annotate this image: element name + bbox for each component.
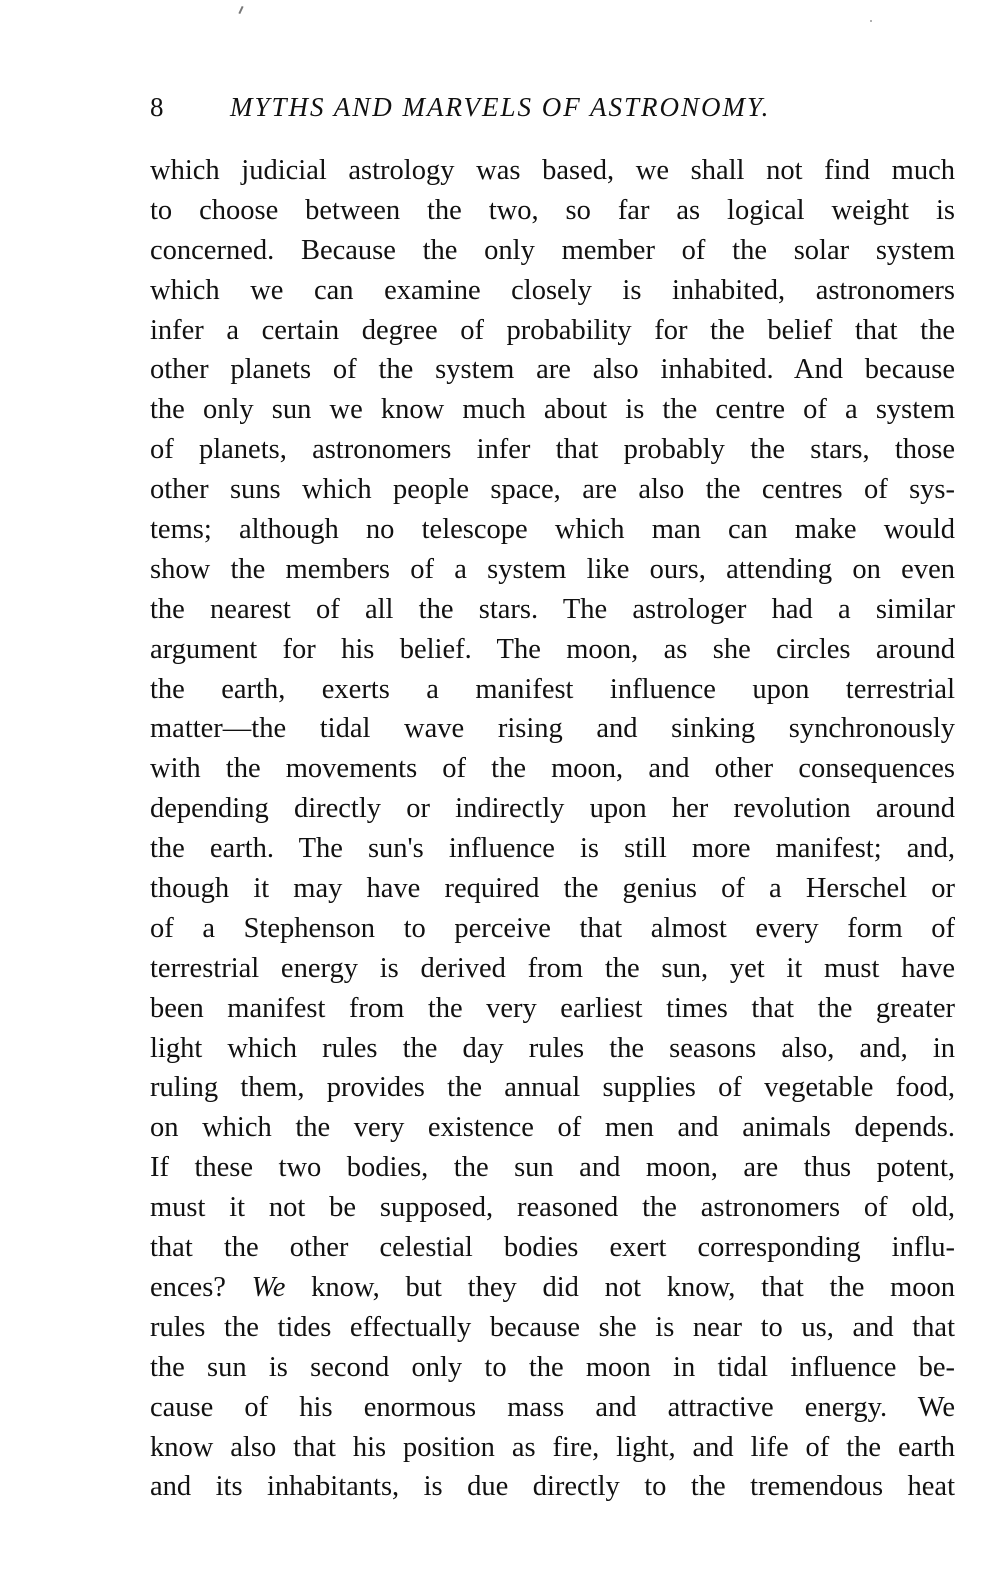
- text-line: know also that his position as fire, light, and life of the earth: [150, 1431, 955, 1463]
- text-line: ruling them, provides the annual supplies of vegetable food,: [150, 1072, 955, 1104]
- text-line: other suns which people space, are also the centres of sys-: [150, 474, 955, 506]
- ink-speck: [238, 6, 243, 14]
- text-line: matter—the tidal wave rising and sinking synchronously: [150, 713, 955, 745]
- text-line: infer a certain degree of probability for the belief that the: [150, 314, 955, 346]
- text-line: with the movements of the moon, and other consequences: [150, 753, 955, 785]
- text-line: argument for his belief. The moon, as she circles around: [150, 633, 955, 665]
- text-line: the earth, exerts a manifest influence upon terrestrial: [150, 673, 955, 705]
- text-line: other planets of the system are also inhabited. And because: [150, 354, 955, 386]
- text-line: which we can examine closely is inhabited, astronomers: [150, 274, 955, 306]
- text-line: on which the very existence of men and animals depends.: [150, 1112, 955, 1144]
- text-line: the only sun we know much about is the centre of a system: [150, 394, 955, 426]
- text-line: must it not be supposed, reasoned the astronomers of old,: [150, 1192, 955, 1224]
- text-line-with-italic: [150, 1268, 955, 1308]
- text-line: show the members of a system like ours, attending on even: [150, 553, 955, 585]
- text-line: terrestrial energy is derived from the sun, yet it must have: [150, 952, 955, 984]
- text-segment: ences?: [150, 1271, 252, 1303]
- text-line: rules the tides effectually because she is near to us, and that: [150, 1311, 955, 1343]
- text-line: concerned. Because the only member of the solar system: [150, 234, 955, 266]
- text-line: the earth. The sun's influence is still more manifest; and,: [150, 833, 955, 865]
- text-line: which judicial astrology was based, we shall not find much: [150, 155, 955, 186]
- text-line: of planets, astronomers infer that probably the stars, those: [150, 434, 955, 466]
- text-line: to choose between the two, so far as logical weight is: [150, 194, 955, 226]
- text-segment: know, but they did not know, that the moon: [285, 1271, 955, 1303]
- text-line: been manifest from the very earliest times that the greater: [150, 992, 955, 1024]
- text-line: cause of his enormous mass and attractive energy. We: [150, 1391, 955, 1423]
- text-line: tems; although no telescope which man can make would: [150, 514, 955, 546]
- page-number: 8: [150, 92, 165, 122]
- italic-word: We: [251, 1271, 286, 1303]
- text-line: and its inhabitants, is due directly to the tremendous heat: [150, 1471, 955, 1503]
- text-line: that the other celestial bodies exert corresponding influ-: [150, 1232, 955, 1264]
- text-line: If these two bodies, the sun and moon, are thus potent,: [150, 1152, 955, 1184]
- page-header: [150, 87, 970, 127]
- text-line: light which rules the day rules the seasons also, and, in: [150, 1032, 955, 1064]
- text-line: of a Stephenson to perceive that almost every form of: [150, 912, 955, 944]
- text-line: the nearest of all the stars. The astrologer had a similar: [150, 593, 955, 625]
- body-text: [150, 151, 955, 1507]
- text-line: though it may have required the genius of a Herschel or: [150, 873, 955, 905]
- ink-dot: [870, 20, 872, 22]
- text-line: depending directly or indirectly upon her revolution around: [150, 793, 955, 825]
- text-line: the sun is second only to the moon in tidal influence be-: [150, 1351, 955, 1383]
- running-title: MYTHS AND MARVELS OF ASTRONOMY.: [230, 92, 771, 122]
